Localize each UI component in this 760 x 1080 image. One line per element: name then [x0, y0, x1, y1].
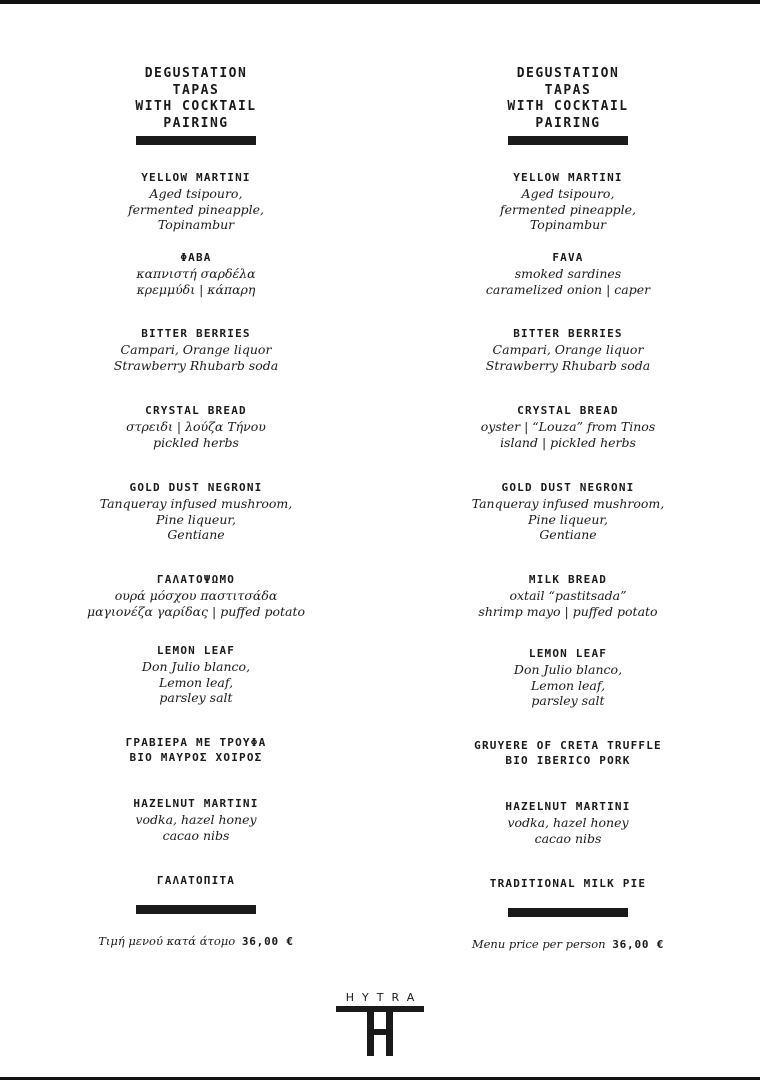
menu-price [36, 934, 356, 948]
item-desc-line: Lemon leaf, [530, 677, 606, 693]
item-desc-line: parsley salt [159, 690, 233, 705]
menu-item [408, 250, 728, 297]
menu-column-greek [36, 0, 356, 1000]
item-desc-line: Strawberry Rhubarb soda [113, 357, 279, 373]
item-title: MILK BREAD [528, 573, 608, 586]
item-title: TRADITIONAL MILK PIE [489, 877, 647, 890]
menu-item [408, 326, 728, 373]
item-desc-line: oyster | “Louza” from Tinos [480, 419, 656, 434]
item-title: ΓΡΑΒΙΕΡΑ ΜΕ ΤΡΟΥΦΑ [125, 736, 267, 749]
item-desc-line: fermented pineapple, [128, 201, 264, 217]
item-desc-line: ουρά μόσχου παστιτσάδα [114, 588, 278, 603]
hytra-logo [330, 985, 430, 1065]
item-desc-line: caramelized onion | caper [485, 281, 651, 297]
menu-item [36, 735, 356, 765]
menu-heading [36, 66, 356, 132]
item-desc-line: oxtail “pastitsada” [509, 588, 627, 603]
item-desc-line: Pine liqueur, [528, 511, 608, 527]
menu-item [408, 799, 728, 846]
item-desc-line: vodka, hazel honey [507, 815, 629, 830]
menu-item [408, 170, 728, 233]
item-desc-line: smoked sardines [514, 266, 622, 281]
item-desc-line: καπνιστή σαρδέλα [136, 266, 256, 281]
menu-heading [408, 66, 728, 132]
item-desc-line: κρεμμύδι | κάπαρη [136, 281, 256, 297]
menu-item [36, 796, 356, 843]
price-label: Menu price per person [471, 937, 606, 951]
menu-item [36, 403, 356, 450]
item-desc-line: Topinambur [157, 217, 235, 232]
item-title: CRYSTAL BREAD [517, 404, 619, 417]
item-desc-line: fermented pineapple, [500, 201, 636, 217]
item-title: YELLOW MARTINI [513, 171, 623, 184]
item-title: HAZELNUT MARTINI [505, 800, 631, 813]
item-desc-line: pickled herbs [153, 434, 239, 450]
item-title: BIO IBERICO PORK [505, 754, 631, 767]
menu-item [408, 646, 728, 709]
menu-price [408, 937, 728, 951]
item-desc-line: μαγιονέζα γαρίδας | puffed potato [86, 603, 306, 619]
item-title: FAVA [552, 251, 584, 264]
price-label: Τιμή μενού κατά άτομο [98, 934, 236, 948]
menu-item [36, 170, 356, 233]
item-title: LEMON LEAF [156, 644, 236, 657]
item-desc-line: Campari, Orange liquor [492, 342, 644, 357]
heading-line: PAIRING [163, 115, 229, 131]
menu-item [408, 572, 728, 619]
heading-divider [508, 136, 628, 145]
item-title: HAZELNUT MARTINI [133, 797, 259, 810]
item-title: BITTER BERRIES [513, 327, 623, 340]
heading-line: DEGUSTATION [516, 66, 620, 81]
menu-item [408, 480, 728, 543]
price-value: 36,00 € [241, 935, 294, 948]
item-desc-line: Lemon leaf, [158, 674, 234, 690]
item-title: ΓΑΛΑΤΟΠΙΤΑ [156, 874, 236, 887]
heading-line: TAPAS [544, 82, 592, 98]
item-desc-line: island | pickled herbs [500, 434, 636, 450]
heading-line: DEGUSTATION [144, 66, 248, 81]
item-desc-line: Don Julio blanco, [141, 659, 251, 674]
item-desc-line: Gentiane [167, 527, 225, 542]
item-title: ΓΑΛΑΤΟΨΩΜΟ [156, 573, 236, 586]
item-desc-line: Topinambur [529, 217, 607, 232]
menu-item [408, 403, 728, 450]
item-title: GOLD DUST NEGRONI [129, 481, 263, 494]
item-desc-line: cacao nibs [534, 830, 602, 846]
menu-item [36, 873, 356, 888]
item-title: BITTER BERRIES [141, 327, 251, 340]
item-desc-line: cacao nibs [162, 827, 230, 843]
item-desc-line: Aged tsipouro, [521, 186, 615, 201]
item-title: ΦΑΒΑ [180, 251, 212, 264]
heading-line: TAPAS [172, 82, 220, 98]
heading-line: WITH COCKTAIL [135, 99, 257, 114]
item-title: CRYSTAL BREAD [145, 404, 247, 417]
item-desc-line: Pine liqueur, [156, 511, 236, 527]
item-desc-line: στρειδι | λούζα Τήνου [126, 419, 266, 434]
item-desc-line: Aged tsipouro, [149, 186, 243, 201]
item-desc-line: Tanqueray infused mushroom, [471, 496, 665, 511]
heading-line: PAIRING [535, 115, 601, 131]
menu-item [36, 643, 356, 706]
footer-divider [136, 905, 256, 914]
item-desc-line: Tanqueray infused mushroom, [99, 496, 293, 511]
item-title: LEMON LEAF [528, 647, 608, 660]
menu-item [36, 572, 356, 619]
menu-item [36, 480, 356, 543]
menu-column-english [408, 0, 728, 1000]
item-desc-line: Campari, Orange liquor [120, 342, 272, 357]
logo-mark-icon [330, 985, 430, 1065]
item-desc-line: Gentiane [539, 527, 597, 542]
heading-divider [136, 136, 256, 145]
item-desc-line: Strawberry Rhubarb soda [485, 357, 651, 373]
item-title: YELLOW MARTINI [141, 171, 251, 184]
price-value: 36,00 € [612, 938, 665, 951]
menu-item [36, 326, 356, 373]
item-title: GRUYERE OF CRETA TRUFFLE [474, 739, 662, 752]
logo-wordmark: HYTRA [345, 991, 423, 1004]
item-desc-line: Don Julio blanco, [513, 662, 623, 677]
footer-divider [508, 908, 628, 917]
menu-item [36, 250, 356, 297]
heading-line: WITH COCKTAIL [507, 99, 629, 114]
menu-item [408, 876, 728, 891]
menu-item [408, 738, 728, 768]
item-desc-line: parsley salt [531, 693, 605, 708]
item-title: GOLD DUST NEGRONI [501, 481, 635, 494]
item-desc-line: vodka, hazel honey [135, 812, 257, 827]
item-desc-line: shrimp mayo | puffed potato [478, 603, 658, 619]
item-title: ΒΙΟ ΜΑΥΡΟΣ ΧΟΙΡΟΣ [129, 751, 263, 764]
